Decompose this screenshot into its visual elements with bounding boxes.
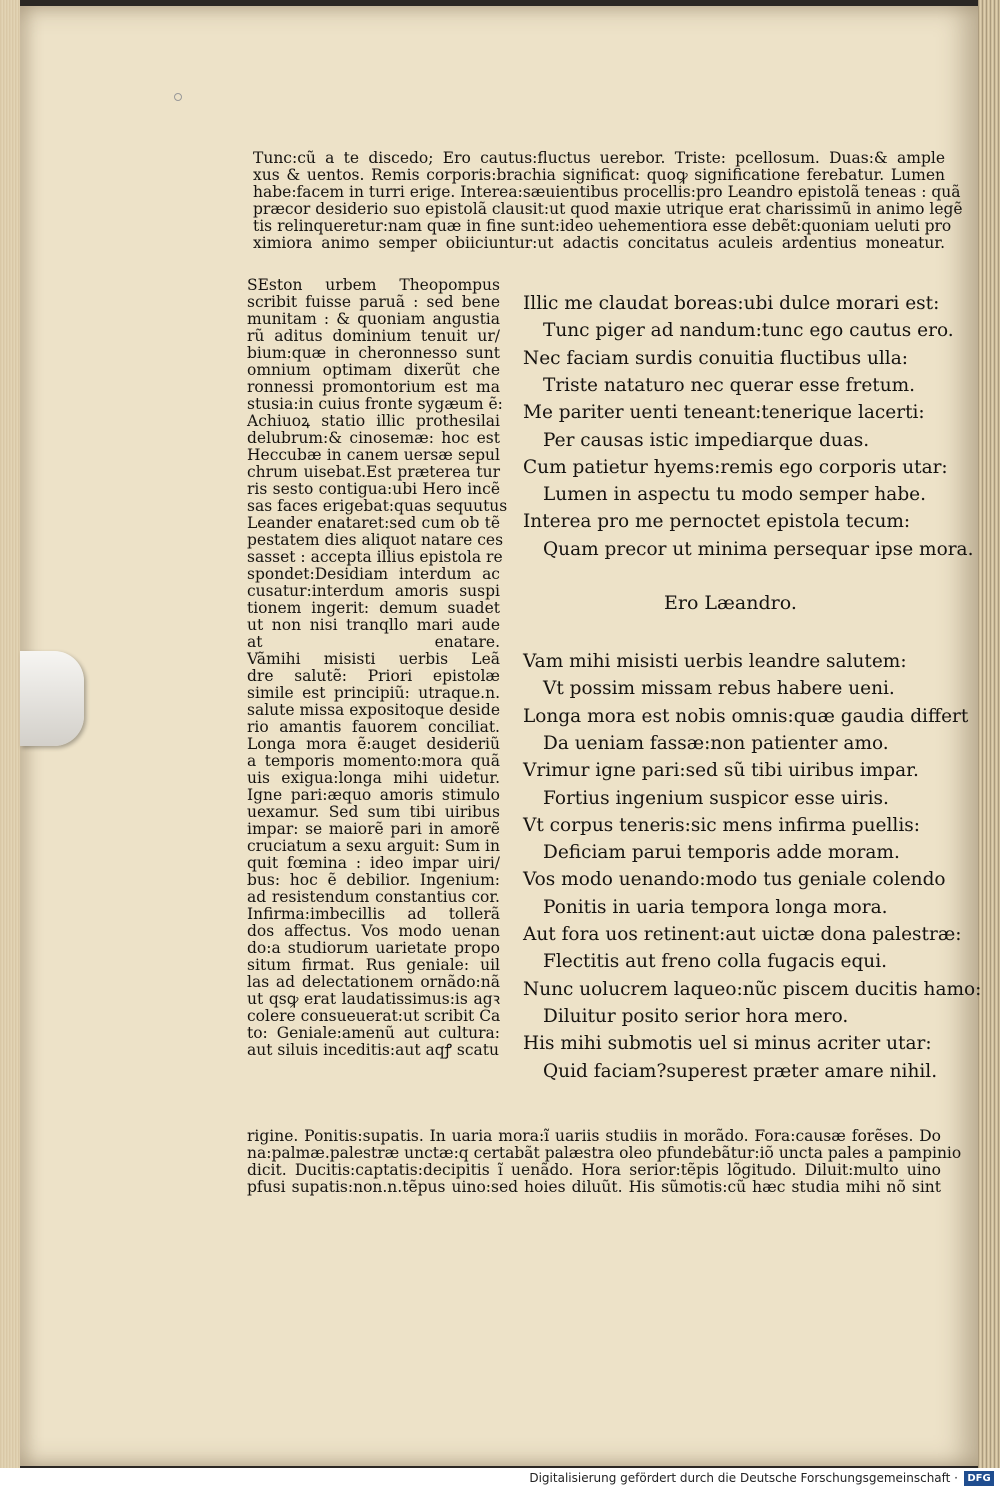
commentary-line: Longa mora ẽ:auget desideriũ	[247, 735, 500, 753]
commentary-line: dicit. Ducitis:captatis:decipitis ĩ uenãdo. Hora serior:tẽpis lõgitudo. Diluit:multo uino	[247, 1161, 941, 1179]
commentary-line: bium:quæ in cheronnesso sunt	[247, 344, 500, 362]
top-commentary	[253, 149, 963, 252]
verse-line: Triste nataturo nec querar esse fretum.	[543, 374, 916, 396]
verse-line: Vam mihi misisti uerbis leandre salutem:	[523, 651, 907, 672]
commentary-line: uexamur. Sed sum tibi uiribus	[247, 803, 500, 821]
commentary-line: ad resistendum constantius cor.	[247, 888, 500, 906]
commentary-line: xus & uentos. Remis corporis:brachia significat: quoꝙ significatione ferebatur. Lumen	[253, 166, 945, 184]
commentary-line: bus: hoc ẽ debilior. Ingenium:	[247, 871, 500, 889]
commentary-line: do:a studiorum uarietate propo	[247, 939, 500, 957]
commentary-line: aut siluis inceditis:aut aqꝭ scatu	[247, 1041, 500, 1059]
commentary-line: sas faces erigebat:quas sequutus	[247, 497, 508, 515]
verse-line: Interea pro me pernoctet epistola tecum:	[523, 511, 911, 533]
commentary-line: quit fœmina : ideo impar uiri/	[247, 854, 500, 872]
commentary-line: a temporis momento:mora quã	[247, 752, 500, 770]
commentary-line: stusia:in cuius fronte sygæum ẽ:	[247, 395, 503, 413]
commentary-line: Igne pari:æquo amoris stimulo	[247, 786, 500, 804]
commentary-line: pfusi supatis:non.n.tẽpus uino:sed hoies diluũt. His sũmotis:cũ hæc studia mihi nõ sint	[247, 1178, 941, 1196]
verse-line: Longa mora est nobis omnis:quæ gaudia differt	[523, 705, 969, 727]
commentary-line: salute missa expositoque deside	[247, 701, 500, 719]
commentary-line: chrum uisebat.Est præterea tur	[247, 463, 500, 481]
commentary-line: pestatem dies aliquot natare ces	[247, 531, 504, 549]
commentary-line: ximiora animo semper obiiciuntur:ut adactis concitatus aculeis ardentius moneatur.	[253, 234, 945, 252]
commentary-line: to: Geniale:amenũ aut cultura:	[247, 1024, 500, 1042]
left-commentary	[247, 276, 508, 1059]
verse-line: Vos modo uenando:modo tus geniale colendo	[523, 869, 946, 891]
verse-line: Vrimur igne pari:sed sũ tibi uiribus impar.	[523, 760, 919, 782]
commentary-line: cruciatum a sexu arguit: Sum in	[247, 837, 500, 855]
verse-heading: Ero Læandro.	[664, 592, 797, 614]
verse-line: His mihi submotis uel si minus acriter utar:	[523, 1033, 932, 1055]
verse-line: Fortius ingenium suspicor esse uiris.	[543, 787, 889, 809]
commentary-line: spondet:Desidiam interdum ac	[247, 565, 500, 583]
left-page-edges	[0, 0, 20, 1468]
commentary-line: ronnessi promontorium est ma	[247, 378, 500, 396]
verse-line: Quam precor ut minima persequar ipse mora.	[543, 538, 974, 560]
commentary-line: omnium optimam dixerũt che	[247, 361, 500, 379]
dfg-logo: DFG	[964, 1471, 994, 1486]
verse-line: Lumen in aspectu tu modo semper habe.	[543, 484, 926, 506]
verse-line: Quid faciam?superest præter amare nihil.	[543, 1060, 938, 1082]
commentary-line: dre salutẽ: Priori epistolæ	[247, 667, 500, 685]
commentary-line: uis exigua:longa mihi uidetur.	[247, 769, 500, 787]
commentary-line: ut non nisi tranqllo mari aude	[247, 616, 500, 634]
verse-line: Cum patietur hyems:remis ego corporis utar:	[523, 456, 948, 478]
page-clip	[20, 651, 84, 746]
commentary-line: sasset : accepta illius epistola re	[247, 548, 503, 566]
commentary-line: delubrum:& cinosemæ: hoc est	[247, 429, 500, 447]
commentary-line: cusatur:interdum amoris suspi	[247, 582, 500, 600]
commentary-line: Leander enataret:sed cum ob tẽ	[247, 514, 500, 532]
footer-bar	[0, 1468, 1000, 1490]
verse-line: Tunc piger ad nandum:tunc ego cautus ero.	[543, 320, 954, 342]
commentary-line: impar: se maiorẽ pari in amorẽ	[247, 820, 500, 838]
verse-line: Nec faciam surdis conuitia fluctibus ulla:	[523, 347, 908, 369]
verse-line: Flectitis aut freno colla fugacis equi.	[543, 951, 888, 973]
commentary-line: situm firmat. Rus geniale: uil	[247, 956, 500, 974]
commentary-line: Vãmihi misisti uerbis Leã	[247, 650, 500, 668]
commentary-line: rigine. Ponitis:supatis. In uaria mora:ĩ uariis studiis in morãdo. Fora:causæ forẽses. Do	[247, 1127, 941, 1145]
commentary-line: ut qsꝙ erat laudatissimus:is agꝛ	[247, 990, 500, 1008]
verse-line: Illic me claudat boreas:ubi dulce morari est:	[523, 293, 940, 314]
verse-line: Aut fora uos retinent:aut uictæ dona palestræ:	[523, 924, 962, 945]
commentary-line: at enatare.	[247, 633, 500, 651]
commentary-line: tis relinqueretur:nam quæ in fine sunt:ideo uehementiora esse debẽt:quoniam ueluti pro	[253, 217, 952, 235]
verse-line: Vt possim missam rebus habere ueni.	[543, 678, 895, 700]
bottom-commentary	[247, 1127, 962, 1196]
verse-line: Deficiam parui temporis adde moram.	[543, 842, 900, 864]
commentary-line: Tunc:cũ a te discedo; Ero cautus:fluctus uerebor. Triste: pcellosum. Duas:& ample	[253, 149, 945, 167]
verse-line: Me pariter uenti teneant:tenerique lacerti:	[523, 402, 925, 424]
commentary-line: rũ aditus dominium tenuit ur/	[247, 327, 500, 345]
footer-credit: Digitalisierung gefördert durch die Deutsche Forschungsgemeinschaft ·	[529, 1471, 958, 1485]
commentary-line: na:palmæ.palestræ unctæ:q certabãt palæstra oleo pfundebãtur:iõ uncta pales a pampinio	[247, 1144, 962, 1162]
commentary-line: dos affectus. Vos modo uenan	[247, 922, 500, 940]
commentary-line: habe:facem in turri erige. Interea:sæuientibus procellis:pro Leandro epistolã teneas : quã	[253, 183, 961, 201]
commentary-line: colere consueuerat:ut scribit Ca	[247, 1007, 501, 1025]
verse-line: Diluitur posito serior hora mero.	[543, 1005, 849, 1027]
commentary-line: præcor desiderio suo epistolã clausit:ut quod maxie utrique erat charissimũ in animo legẽ	[253, 200, 963, 218]
commentary-line: rio amantis fauorem conciliat.	[247, 718, 500, 736]
commentary-line: scribit fuisse paruã : sed bene	[247, 293, 500, 311]
commentary-line: simile est principiũ: utraque.n.	[247, 684, 500, 702]
commentary-line: Infirma:imbecillis ad tollerã	[247, 905, 500, 923]
commentary-line: munitam : & quoniam angustia	[247, 310, 500, 328]
page-hole	[174, 93, 182, 101]
verse-line: Vt corpus teneris:sic mens infirma puellis:	[523, 814, 920, 836]
commentary-line: tionem ingerit: demum suadet	[247, 599, 500, 617]
verse-line: Da ueniam fassæ:non patienter amo.	[543, 732, 889, 754]
commentary-line: Achiuoꝝ statio illic prothesilai	[247, 412, 500, 430]
commentary-line: Heccubæ in canem uersæ sepul	[247, 446, 500, 464]
commentary-line: ris sesto contigua:ubi Hero incẽ	[247, 480, 500, 498]
verse-line: Ponitis in uaria tempora longa mora.	[543, 896, 888, 918]
right-page-edges	[978, 0, 1000, 1468]
commentary-line: SEston urbem Theopompus	[247, 276, 500, 294]
commentary-line: las ad delectationem ornãdo:nã	[247, 973, 500, 991]
verse-line: Per causas istic impediarque duas.	[543, 429, 870, 451]
verse-line: Nunc uolucrem laqueo:nũc piscem ducitis hamo:	[523, 978, 982, 1000]
